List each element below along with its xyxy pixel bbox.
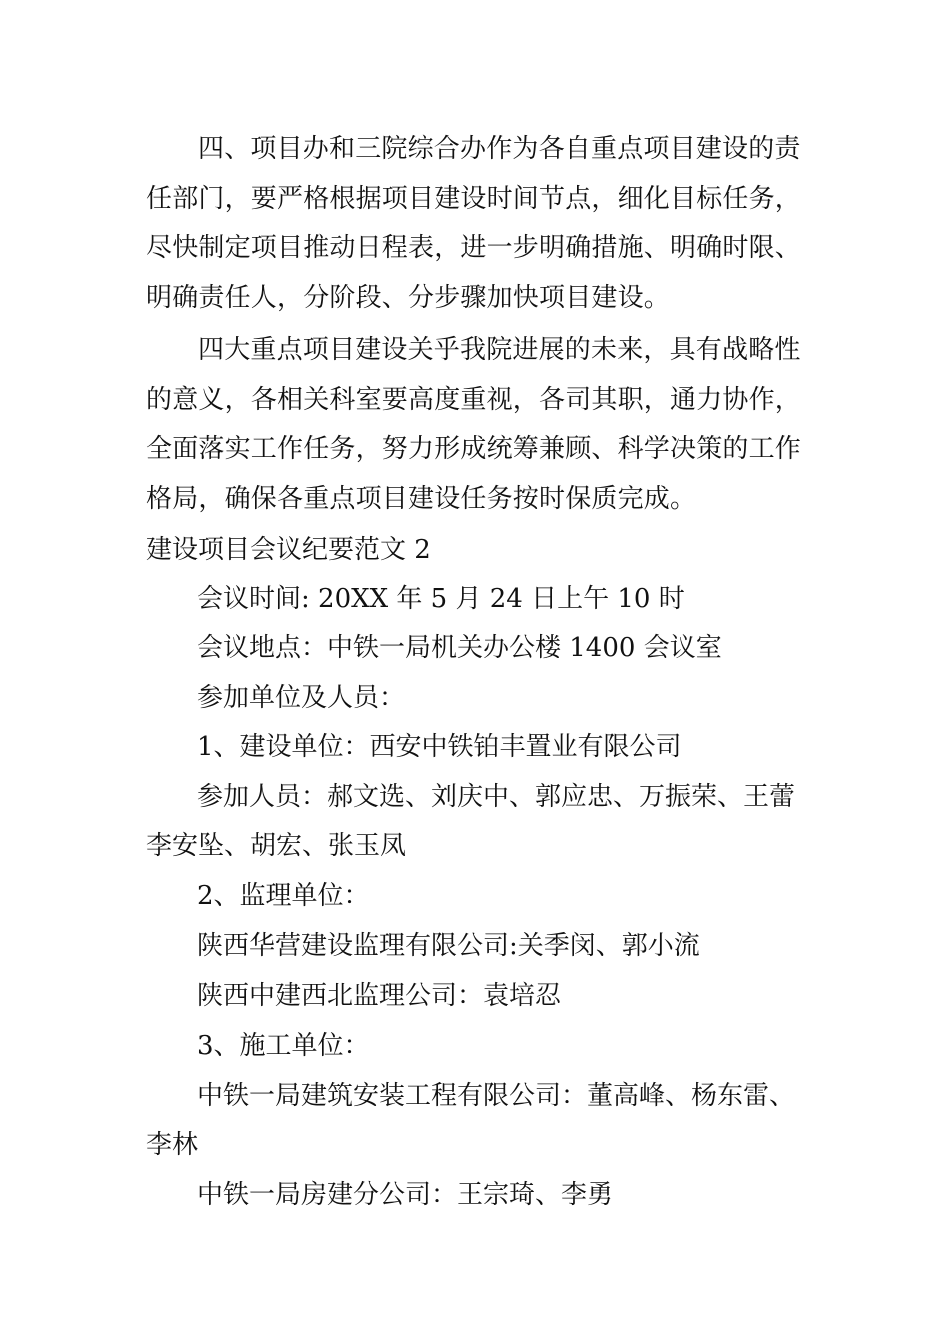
supervision-unit-heading: 2、监理单位： bbox=[197, 881, 370, 911]
supervision-company-1: 陕西华营建设监理有限公司:关季闵、郭小流 bbox=[197, 931, 700, 961]
contractor-company-1-line2: 李林 bbox=[146, 1130, 199, 1160]
contractor-unit-heading: 3、施工单位： bbox=[197, 1031, 370, 1061]
construction-unit-people-line1: 参加人员：郝文选、刘庆中、郭应忠、万振荣、王蕾 bbox=[197, 782, 796, 812]
attendees-heading: 参加单位及人员： bbox=[197, 683, 406, 713]
contractor-company-2: 中铁一局房建分公司：王宗琦、李勇 bbox=[197, 1180, 614, 1210]
paragraph-importance: 四大重点项目建设关乎我院进展的未来，具有战略性的意义，各相关科室要高度重视，各司其职，通力协作，全面落实工作任务，努力形成统筹兼顾、科学决策的工作格局，确保各重点项目建设任务按时保质完成。 bbox=[146, 335, 802, 514]
contractor-company-1-line1: 中铁一局建筑安装工程有限公司：董高峰、杨东雷、 bbox=[197, 1081, 796, 1111]
construction-unit-people-line2: 李安坠、胡宏、张玉凤 bbox=[146, 831, 407, 861]
construction-unit-heading: 1、建设单位：西安中铁铂丰置业有限公司 bbox=[197, 732, 682, 762]
section-title: 建设项目会议纪要范文 2 bbox=[146, 535, 431, 565]
meeting-time: 会议时间: 20XX 年 5 月 24 日上午 10 时 bbox=[197, 584, 685, 614]
paragraph-responsibilities: 四、项目办和三院综合办作为各自重点项目建设的责任部门，要严格根据项目建设时间节点，细化目标任务，尽快制定项目推动日程表，进一步明确措施、明确时限、明确责任人，分阶段、分步骤加快项目建设。 bbox=[146, 134, 802, 313]
supervision-company-2: 陕西中建西北监理公司：袁培忍 bbox=[197, 981, 562, 1011]
meeting-place: 会议地点：中铁一局机关办公楼 1400 会议室 bbox=[197, 633, 722, 663]
